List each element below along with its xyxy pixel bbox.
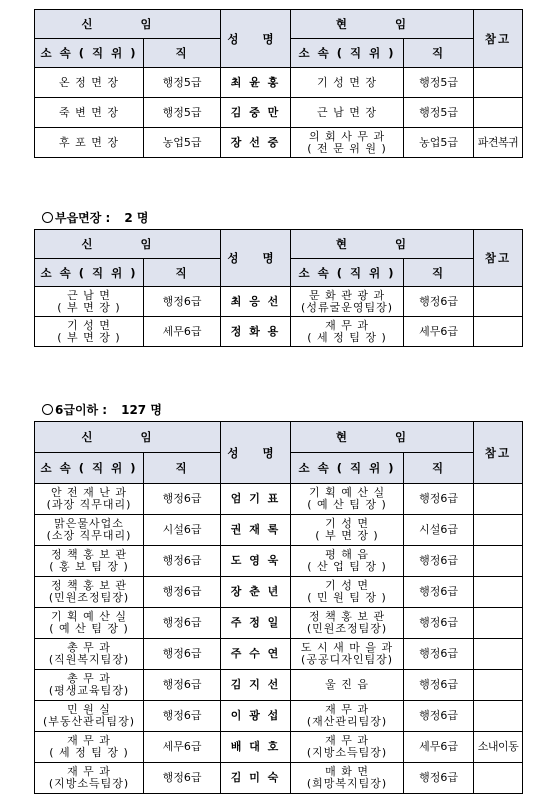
section-count: 2 명 [124,211,149,225]
new-affiliation [35,639,144,670]
affiliation-line: 기 성 면 장 [317,75,378,89]
affiliation-line: ( 예 산 팀 장 ) [307,498,387,511]
person-name: 김 중 만 [221,98,291,128]
table-row [35,68,523,98]
affiliation-line: 맑은물사업소 [54,517,124,530]
affiliation-line: (부동산관리팀장) [43,715,135,728]
current-affiliation [291,546,404,577]
affiliation-line: 도 시 새 마 을 과 [300,641,394,654]
affiliation-line: 정 책 홍 보 관 [50,579,128,592]
current-rank: 행정6급 [404,670,474,701]
section-label: 부읍면장 : [55,211,111,225]
affiliation-line: (민원조정팀장) [48,591,130,604]
current-rank: 세무6급 [404,317,474,347]
new-affiliation [35,546,144,577]
affiliation-line: (지방소득팀장) [48,777,130,790]
affiliation-line: ( 부 면 장 ) [315,529,379,542]
table-row [35,639,523,670]
note [474,287,523,317]
header-note: 참고 [474,10,523,68]
header-current-post: 현 임 [291,10,474,39]
affiliation-line: 죽 변 면 장 [59,105,119,119]
header-note: 참고 [474,230,523,287]
current-rank: 행정6급 [404,701,474,732]
current-rank: 행정5급 [404,68,474,98]
new-rank: 행정6급 [144,763,221,794]
affiliation-line: (지방소득팀장) [306,746,388,759]
header-new-rank: 직 [144,453,221,484]
person-name: 장 선 중 [221,128,291,158]
note [474,546,523,577]
note [474,317,523,347]
person-name: 김 지 선 [221,670,291,701]
current-affiliation [291,763,404,794]
current-rank: 세무6급 [404,732,474,763]
current-affiliation [291,701,404,732]
header-note: 참고 [474,422,523,484]
note [474,577,523,608]
table-row [35,608,523,639]
new-affiliation [35,128,144,158]
affiliation-line: 근 남 면 장 [317,105,378,119]
affiliation-line: 총 무 과 [67,672,111,685]
note: 소내이동 [474,732,523,763]
note [474,701,523,732]
new-affiliation [35,515,144,546]
person-name: 권 재 록 [221,515,291,546]
new-affiliation [35,98,144,128]
appointment-table-1 [34,9,523,158]
affiliation-line: (직원복지팀장) [48,653,130,666]
affiliation-line: (소장 직무대리) [46,529,132,542]
affiliation-line: 기 획 예 산 실 [50,610,128,623]
new-rank: 농업5급 [144,128,221,158]
header-name: 성 명 [221,10,291,68]
header-current-rank: 직 [404,39,474,68]
table-row [35,128,523,158]
affiliation-line: ( 세 정 팀 장 ) [49,746,129,759]
current-affiliation [291,577,404,608]
affiliation-line: 기 성 면 [325,517,369,530]
affiliation-line: 기 성 면 [325,579,369,592]
table-row [35,317,523,347]
new-rank: 행정6급 [144,639,221,670]
person-name: 정 화 용 [221,317,291,347]
header-new-post: 신 임 [35,422,221,453]
table-row [35,515,523,546]
current-affiliation [291,287,404,317]
new-rank: 세무6급 [144,732,221,763]
person-name: 도 영 욱 [221,546,291,577]
new-affiliation [35,287,144,317]
affiliation-line: (과장 직무대리) [46,498,132,511]
header-current-affiliation: 소 속 ( 직 위 ) [291,259,404,287]
current-rank: 행정6급 [404,608,474,639]
note [474,763,523,794]
affiliation-line: ( 민 원 팀 장 ) [307,591,387,604]
current-rank: 행정6급 [404,577,474,608]
current-affiliation [291,639,404,670]
person-name: 김 미 숙 [221,763,291,794]
current-affiliation [291,68,404,98]
person-name: 엄 기 표 [221,484,291,515]
new-rank: 행정6급 [144,577,221,608]
affiliation-line: ( 부 면 장 ) [57,300,121,314]
table-row [35,577,523,608]
table-row [35,701,523,732]
header-current-rank: 직 [404,259,474,287]
affiliation-line: 평 해 읍 [325,548,369,561]
current-affiliation [291,608,404,639]
affiliation-line: 재 무 과 [67,734,111,747]
current-rank: 행정6급 [404,484,474,515]
new-rank: 행정6급 [144,701,221,732]
table-row [35,670,523,701]
header-current-post: 현 임 [291,422,474,453]
affiliation-line: 기 성 면 [67,318,111,332]
circle-bullet-icon [42,404,53,415]
current-rank: 행정6급 [404,287,474,317]
current-affiliation [291,98,404,128]
affiliation-line: ( 전 문 위 원 ) [307,141,387,155]
affiliation-line: (민원조정팀장) [306,622,388,635]
header-name: 성 명 [221,422,291,484]
affiliation-line: 안 전 재 난 과 [50,486,128,499]
affiliation-line: 재 무 과 [325,703,369,716]
note [474,515,523,546]
appointment-table-3 [34,421,523,794]
current-rank: 행정5급 [404,98,474,128]
affiliation-line: 문 화 관 광 과 [308,288,386,302]
current-affiliation [291,484,404,515]
note [474,484,523,515]
new-rank: 행정6급 [144,287,221,317]
new-rank: 행정6급 [144,546,221,577]
affiliation-line: 재 무 과 [67,765,111,778]
affiliation-line: (희망복지팀장) [306,777,388,790]
header-new-affiliation: 소 속 ( 직 위 ) [35,259,144,287]
current-affiliation [291,317,404,347]
circle-bullet-icon [42,212,53,223]
section-count: 127 명 [121,403,162,417]
new-rank: 행정5급 [144,98,221,128]
affiliation-line: 온 정 면 장 [59,75,119,89]
table-row [35,287,523,317]
current-affiliation [291,732,404,763]
current-rank: 행정6급 [404,546,474,577]
affiliation-line: (평생교육팀장) [48,684,130,697]
new-rank: 행정6급 [144,484,221,515]
person-name: 이 광 섭 [221,701,291,732]
affiliation-line: ( 예 산 팀 장 ) [49,622,129,635]
person-name: 주 정 일 [221,608,291,639]
affiliation-line: 총 무 과 [67,641,111,654]
affiliation-line: 정 책 홍 보 관 [50,548,128,561]
affiliation-line: 근 남 면 [67,288,111,302]
current-rank: 행정6급 [404,763,474,794]
header-new-post: 신 임 [35,10,221,39]
current-rank: 시설6급 [404,515,474,546]
affiliation-line: 재 무 과 [325,318,369,332]
header-current-affiliation: 소 속 ( 직 위 ) [291,39,404,68]
person-name: 배 대 호 [221,732,291,763]
affiliation-line: 울 진 읍 [325,678,369,691]
new-affiliation [35,763,144,794]
new-rank: 행정6급 [144,670,221,701]
new-rank: 시설6급 [144,515,221,546]
person-name: 최 윤 홍 [221,68,291,98]
new-affiliation [35,670,144,701]
affiliation-line: 재 무 과 [325,734,369,747]
header-current-rank: 직 [404,453,474,484]
new-rank: 행정6급 [144,608,221,639]
affiliation-line: ( 세 정 팀 장 ) [307,330,387,344]
appointment-table-2 [34,229,523,347]
header-new-affiliation: 소 속 ( 직 위 ) [35,453,144,484]
table-row [35,98,523,128]
affiliation-line: 기 획 예 산 실 [308,486,386,499]
new-affiliation [35,68,144,98]
note [474,68,523,98]
new-affiliation [35,317,144,347]
section-label: 6급이하 : [55,403,108,417]
header-current-affiliation: 소 속 ( 직 위 ) [291,453,404,484]
new-rank: 행정5급 [144,68,221,98]
affiliation-line: 후 포 면 장 [59,135,119,149]
table-row [35,546,523,577]
affiliation-line: ( 산 업 팀 장 ) [307,560,387,573]
header-new-affiliation: 소 속 ( 직 위 ) [35,39,144,68]
current-rank: 농업5급 [404,128,474,158]
affiliation-line: (재산관리팀장) [306,715,388,728]
table-row [35,763,523,794]
new-affiliation [35,732,144,763]
header-name: 성 명 [221,230,291,287]
section-grade6-below [42,401,162,418]
header-current-post: 현 임 [291,230,474,259]
note [474,639,523,670]
table-row [35,484,523,515]
current-rank: 행정6급 [404,639,474,670]
affiliation-line: ( 홍 보 팀 장 ) [49,560,129,573]
note [474,670,523,701]
affiliation-line: 정 책 홍 보 관 [308,610,386,623]
current-affiliation [291,670,404,701]
person-name: 최 응 선 [221,287,291,317]
affiliation-line: ( 부 면 장 ) [57,330,121,344]
affiliation-line: (공공디자인팀장) [301,653,393,666]
current-affiliation [291,128,404,158]
header-new-rank: 직 [144,259,221,287]
note [474,98,523,128]
current-affiliation [291,515,404,546]
new-affiliation [35,701,144,732]
note [474,608,523,639]
affiliation-line: 민 원 실 [67,703,111,716]
header-new-post: 신 임 [35,230,221,259]
affiliation-line: (성류굴운영팀장) [301,300,393,314]
person-name: 장 춘 년 [221,577,291,608]
new-affiliation [35,577,144,608]
table-row [35,732,523,763]
header-new-rank: 직 [144,39,221,68]
note: 파견복귀 [474,128,523,158]
affiliation-line: 의 회 사 무 과 [308,129,386,143]
section-vice-head [42,209,148,226]
new-rank: 세무6급 [144,317,221,347]
new-affiliation [35,608,144,639]
new-affiliation [35,484,144,515]
affiliation-line: 매 화 면 [325,765,369,778]
person-name: 주 수 연 [221,639,291,670]
